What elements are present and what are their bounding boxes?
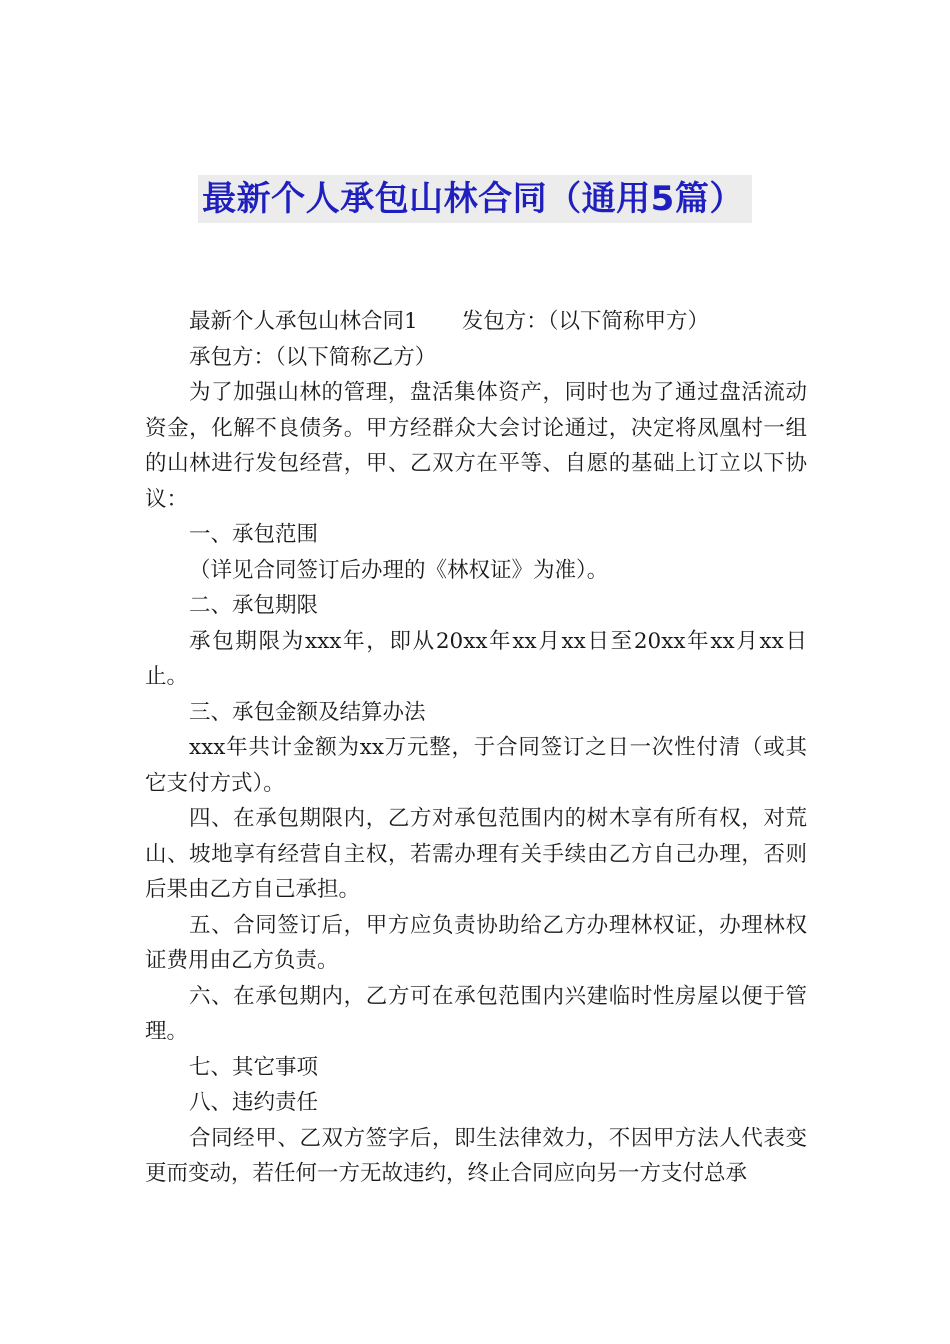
- section-heading: 三、承包金额及结算办法: [189, 699, 426, 725]
- section-heading: 八、违约责任: [189, 1090, 319, 1115]
- section-heading: 七、其它事项: [189, 1054, 319, 1080]
- paragraph: 承包方：（以下简称乙方）: [189, 344, 437, 370]
- paragraph: 五、合同签订后，甲方应负责协助给乙方办理林权证，办理林权证费用由乙方负责。: [145, 912, 807, 973]
- section-heading: 一、承包范围: [189, 522, 319, 547]
- issuer-line: 发包方：（以下简称甲方）: [461, 309, 709, 334]
- paragraph: （详见合同签订后办理的《林权证》为准）。: [189, 557, 609, 583]
- contract-subtitle: 最新个人承包山林合同1: [189, 309, 418, 334]
- document-title: 最新个人承包山林合同（通用5篇）: [198, 175, 752, 223]
- paragraph: 四、在承包期限内，乙方对承包范围内的树木享有所有权，对荒山、坡地享有经营自主权，若需办理有关手续由乙方自己办理，否则后果由乙方自己承担。: [145, 806, 807, 902]
- paragraph: 六、在承包期内，乙方可在承包范围内兴建临时性房屋以便于管理。: [145, 983, 807, 1044]
- paragraph: 为了加强山林的管理，盘活集体资产，同时也为了通过盘活流动资金，化解不良债务。甲方经群众大会讨论通过，决定将凤凰村一组的山林进行发包经营，甲、乙双方在平等、自愿的基础上订立以下协议：: [145, 380, 807, 512]
- document-body: [145, 304, 807, 1192]
- paragraph-heading-line: [145, 304, 807, 340]
- paragraph: xxx年共计金额为xx万元整，于合同签订之日一次性付清（或其它支付方式）。: [145, 735, 807, 796]
- section-heading: 二、承包期限: [189, 593, 319, 618]
- paragraph: 承包期限为xxx年，即从20xx年xx月xx日至20xx年xx月xx日止。: [145, 628, 807, 689]
- title-container: [0, 175, 950, 223]
- paragraph: 合同经甲、乙双方签字后，即生法律效力，不因甲方法人代表变更而变动，若任何一方无故违约，终止合同应向另一方支付总承: [145, 1125, 807, 1186]
